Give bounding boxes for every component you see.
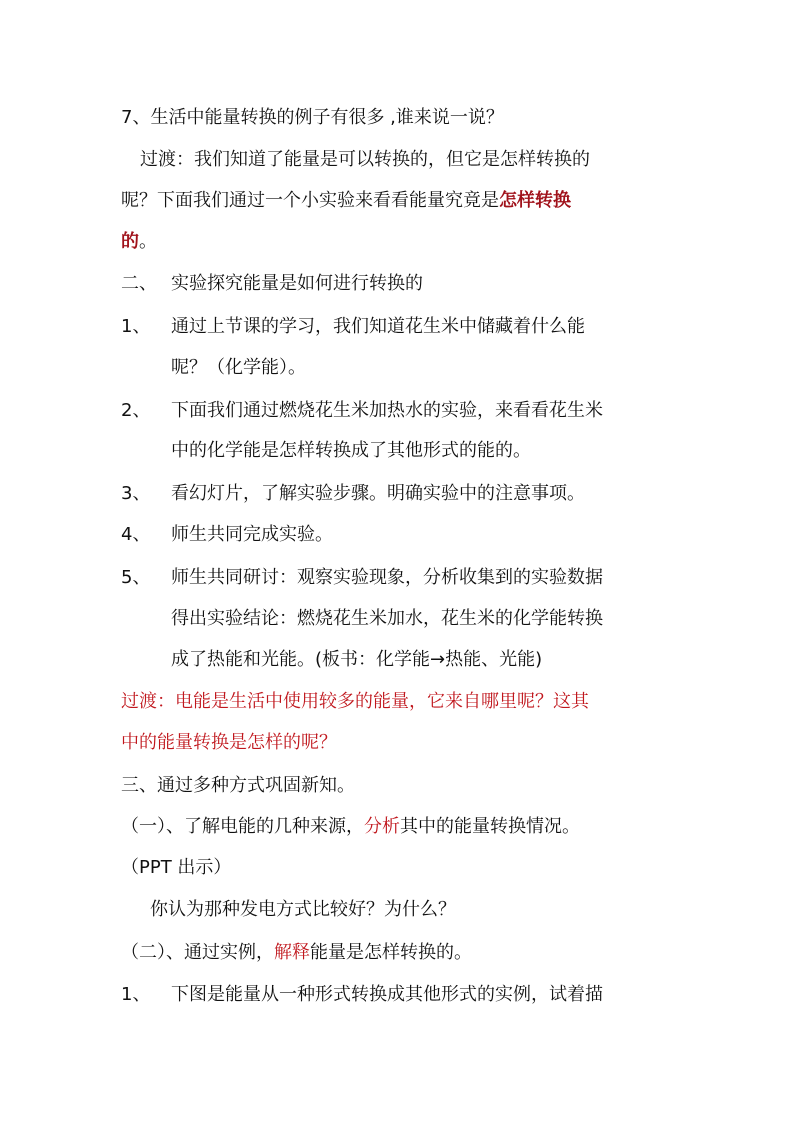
paragraph-q7: 7、生活中能量转换的例子有很多 ,谁来说一说？ <box>121 107 504 128</box>
highlight-how-convert: 怎样转换 <box>499 190 571 211</box>
list-item-5: 5、 师生共同研讨：观察实验现象，分析收集到的实验数据 <box>121 567 603 588</box>
list-item-1-cont: 呢？（化学能）。 <box>171 357 306 378</box>
list-item-2: 2、 下面我们通过燃烧花生米加热水的实验，来看看花生米 <box>121 400 603 421</box>
paragraph-transition-1: 过渡：我们知道了能量是可以转换的，但它是怎样转换的 <box>140 149 590 170</box>
list-item-5-cont-2: 成了热能和光能。(板书：化学能→热能、光能) <box>171 649 543 670</box>
list-item-3: 3、 看幻灯片，了解实验步骤。明确实验中的注意事项。 <box>121 483 585 504</box>
section-heading-2: 二、 实验探究能量是如何进行转换的 <box>121 273 423 294</box>
paragraph-transition-1-cont: 呢？下面我们通过一个小实验来看看能量究竟是怎样转换 <box>121 190 571 211</box>
paragraph-transition-2: 过渡：电能是生活中使用较多的能量，它来自哪里呢？这其 <box>121 691 589 712</box>
list-item-1: 1、 通过上节课的学习，我们知道花生米中储藏着什么能 <box>121 316 585 337</box>
subsection-1-cont: （PPT 出示） <box>121 857 232 878</box>
highlight-explain: 解释 <box>274 942 310 963</box>
subsection-1: （一）、了解电能的几种来源，分析其中的能量转换情况。 <box>121 816 580 837</box>
highlight-de: 的 <box>121 231 139 252</box>
section-heading-3: 三、通过多种方式巩固新知。 <box>121 775 355 796</box>
list-item-2-cont: 中的化学能是怎样转换成了其他形式的能的。 <box>171 440 531 461</box>
highlight-analyze: 分析 <box>364 816 400 837</box>
paragraph-transition-2-cont: 中的能量转换是怎样的呢？ <box>121 732 337 753</box>
subsection-2: （二）、通过实例，解释能量是怎样转换的。 <box>121 942 472 963</box>
list-item-last: 1、 下图是能量从一种形式转换成其他形式的实例，试着描 <box>121 984 603 1005</box>
paragraph-transition-1-end: 的。 <box>121 231 157 252</box>
list-item-5-cont-1: 得出实验结论：燃烧花生米加水，花生米的化学能转换 <box>171 608 603 629</box>
question-line: 你认为那种发电方式比较好？为什么？ <box>150 899 456 920</box>
list-item-4: 4、 师生共同完成实验。 <box>121 524 333 545</box>
